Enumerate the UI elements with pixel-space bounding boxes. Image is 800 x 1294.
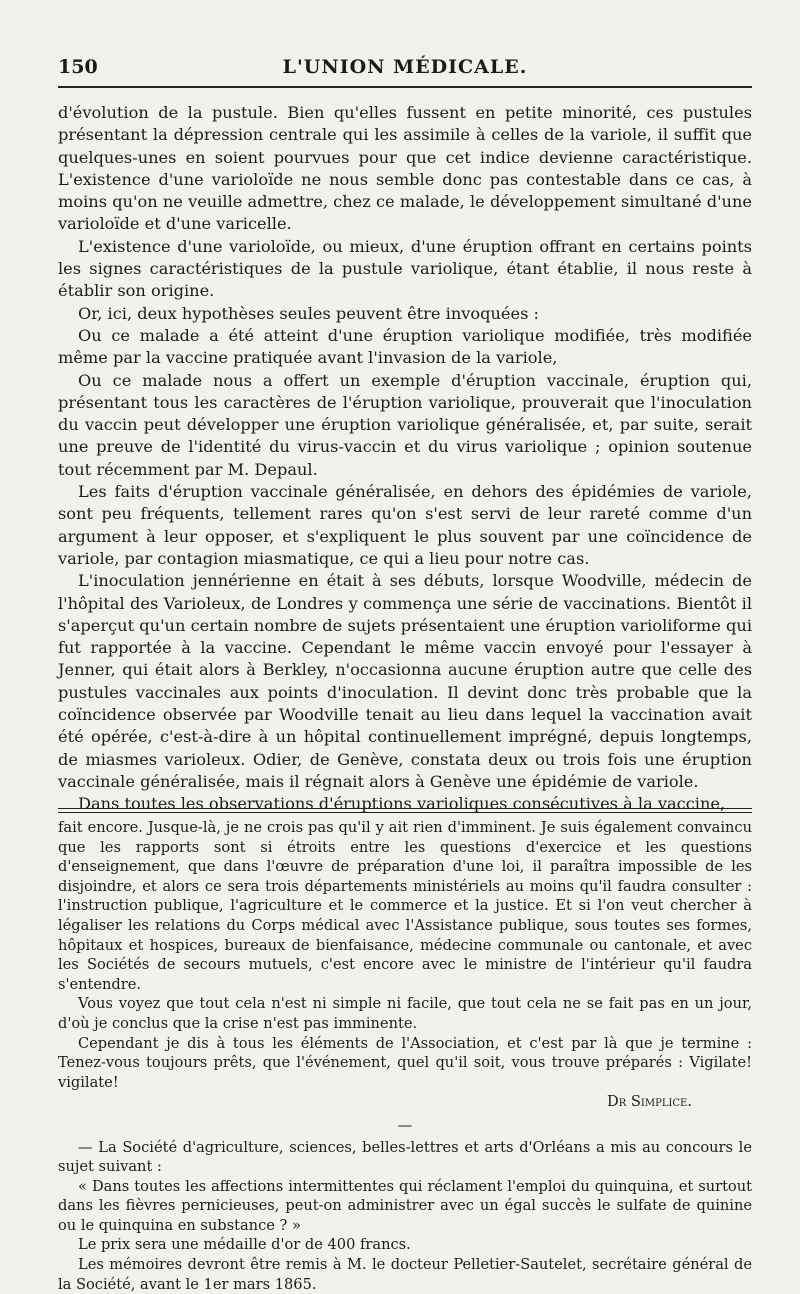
- main-article-text: [58, 102, 752, 816]
- feuilleton-paragraph: Les mémoires devront être remis à M. le docteur Pelletier-Sautelet, secrétaire général de la Société, avant le 1er mars 1865.: [58, 1256, 752, 1293]
- feuilleton-divider: [58, 808, 752, 813]
- page-header: [58, 52, 752, 82]
- paragraph: Ou ce malade nous a offert un exemple d'éruption vaccinale, éruption qui, présentant tous les caractères de l'éruption variolique, prouverait que l'inoculation du vaccin peut développer une éruption variolique généralisée, et, par suite, serait une preuve de l'identité du virus-vaccin et du virus variolique ; opinion soutenue tout récemment par M. Depaul.: [58, 370, 752, 479]
- quoted-question: « Dans toutes les affections intermittentes qui réclament l'emploi du quinquina, et surtout dans les fièvres pernicieuses, peut-on administrer avec un égal succès le sulfate de quinine ou le quinquina en substance ? »: [58, 1177, 752, 1234]
- separator-dash: —: [397, 1116, 413, 1134]
- feuilleton-paragraph: Le prix sera une médaille d'or de 400 francs.: [78, 1236, 411, 1254]
- signature-line: [58, 1092, 752, 1112]
- paragraph: L'existence d'une varioloïde, ou mieux, d'une éruption offrant en certains points les signes caractéristiques de la pustule variolique, étant établie, il nous reste à établir son origine.: [58, 236, 752, 301]
- running-title: L'UNION MÉDICALE.: [282, 56, 528, 78]
- page-number: 150: [58, 56, 98, 78]
- feuilleton-paragraph: Cependant je dis à tous les éléments de l'Association, et c'est par là que je termine : Tenez-vous toujours prêts, que l'événement, quel qu'il soit, vous trouve préparés : Vigilate! vigilate!: [58, 1034, 752, 1091]
- paragraph: Les faits d'éruption vaccinale généralisée, en dehors des épidémies de variole, sont peu fréquents, tellement rares qu'on s'est servi de leur rareté comme d'un argument à leur opposer, et s'expliquent le plus souvent par une coïncidence de variole, par contagion miasmatique, ce qui a lieu pour notre cas.: [58, 482, 752, 568]
- feuilleton-paragraph: — La Société d'agriculture, sciences, belles-lettres et arts d'Orléans a mis au concours le sujet suivant :: [58, 1138, 752, 1176]
- header-rule: [58, 86, 752, 88]
- paragraph: Or, ici, deux hypothèses seules peuvent être invoquées :: [78, 303, 539, 323]
- signature: Dr Simplice.: [607, 1093, 692, 1111]
- paragraph: L'inoculation jennérienne en était à ses débuts, lorsque Woodville, médecin de l'hôpital des Varioleux, de Londres y commença une série de vaccinations. Bientôt il s'aperçut qu'un certain nombre de sujets présentaient une éruption varioliforme qui fut rapportée à la vaccine. Cependant le même vaccin envoyé pour l'essayer à Jenner, qui était alors à Berkley, n'occasionna aucune éruption autre que celle des pustules vaccinales aux points d'inoculation. Il devint donc très probable que la coïncidence observée par Woodville tenait au lieu dans lequel la vaccination avait été opérée, c'est-à-dire à un hôpital continuellement imprégné, depuis longtemps, de miasmes varioleux. Odier, de Genève, constata deux ou trois fois une éruption vaccinale généralisée, mais il régnait alors à Genève une épidémie de variole.: [58, 571, 752, 791]
- feuilleton-paragraph: Vous voyez que tout cela n'est ni simple ni facile, que tout cela ne se fait pas en un jour, d'où je conclus que la crise n'est pas imminente.: [58, 995, 752, 1032]
- paragraph: d'évolution de la pustule. Bien qu'elles fussent en petite minorité, ces pustules présentant la dépression centrale qui les assimile à celles de la variole, il suffit que quelques-unes en soient pourvues pour que cet indice devienne caractéristique. L'existence d'une varioloïde ne nous semble donc pas contestable dans ce cas, à moins qu'on ne veuille admettre, chez ce malade, le développement simultané d'une varioloïde et d'une varicelle.: [58, 103, 752, 234]
- paragraph: Dans toutes les observations d'éruptions varioliques consécutives à la vaccine,: [78, 794, 726, 814]
- feuilleton-section: [58, 818, 752, 1294]
- paragraph: Ou ce malade a été atteint d'une éruption variolique modifiée, très modifiée même par la vaccine pratiquée avant l'invasion de la variole,: [58, 325, 752, 368]
- feuilleton-paragraph: fait encore. Jusque-là, je ne crois pas qu'il y ait rien d'imminent. Je suis également convaincu que les rapports sont si étroits entre les questions d'exercice et les questions d'enseignement, que dans l'œuvre de préparation d'une loi, il paraîtra impossible de les disjoindre, et alors ce sera trois départements ministériels au moins qu'il faudra consulter : l'instruction publique, l'agriculture et le commerce et la justice. Et si l'on veut chercher à légaliser les relations du Corps médical avec l'Assistance publique, sous toutes ses formes, hôpitaux et hospices, bureaux de bienfaisance, médecine communale ou cantonale, et avec les Sociétés de secours mutuels, c'est encore avec le ministre de l'intérieur qu'il faudra s'entendre.: [58, 819, 752, 993]
